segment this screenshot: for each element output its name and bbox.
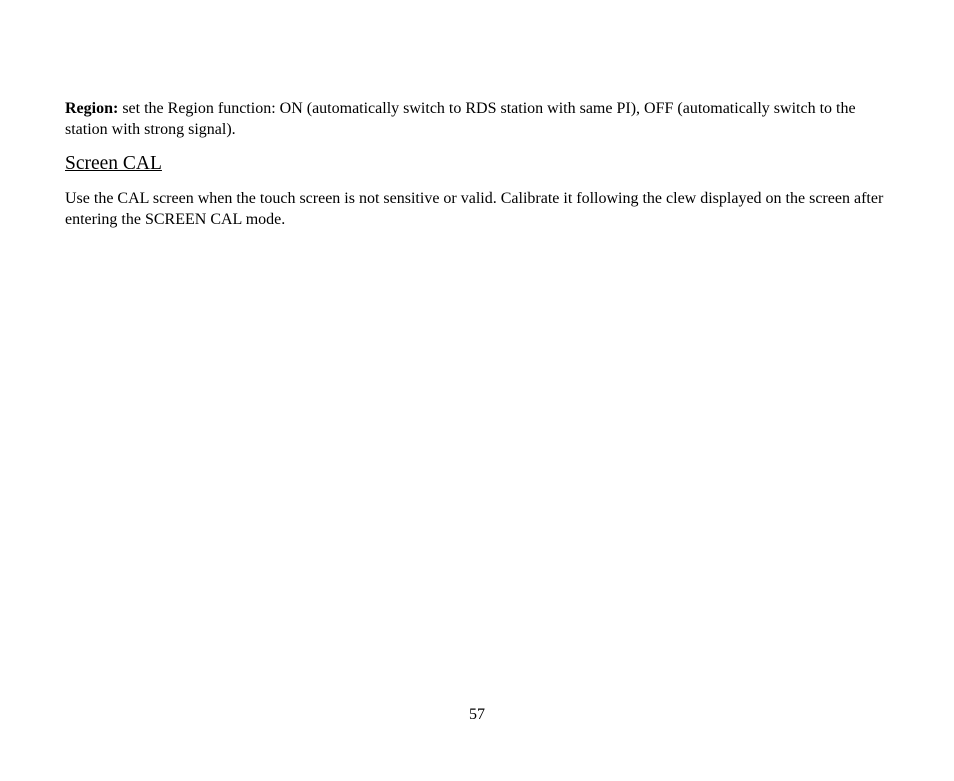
region-description: set the Region function: ON (automatically switch to RDS station with same PI), OFF (automatically switch to the station with strong signal).: [65, 100, 856, 138]
region-label: Region:: [65, 100, 119, 117]
page-number: 57: [469, 706, 485, 723]
screen-cal-heading: Screen CAL: [65, 153, 162, 174]
region-paragraph: [65, 98, 885, 140]
screen-cal-paragraph: Use the CAL screen when the touch screen is not sensitive or valid. Calibrate it following the clew displayed on the screen after entering the SCREEN CAL mode.: [65, 190, 884, 228]
